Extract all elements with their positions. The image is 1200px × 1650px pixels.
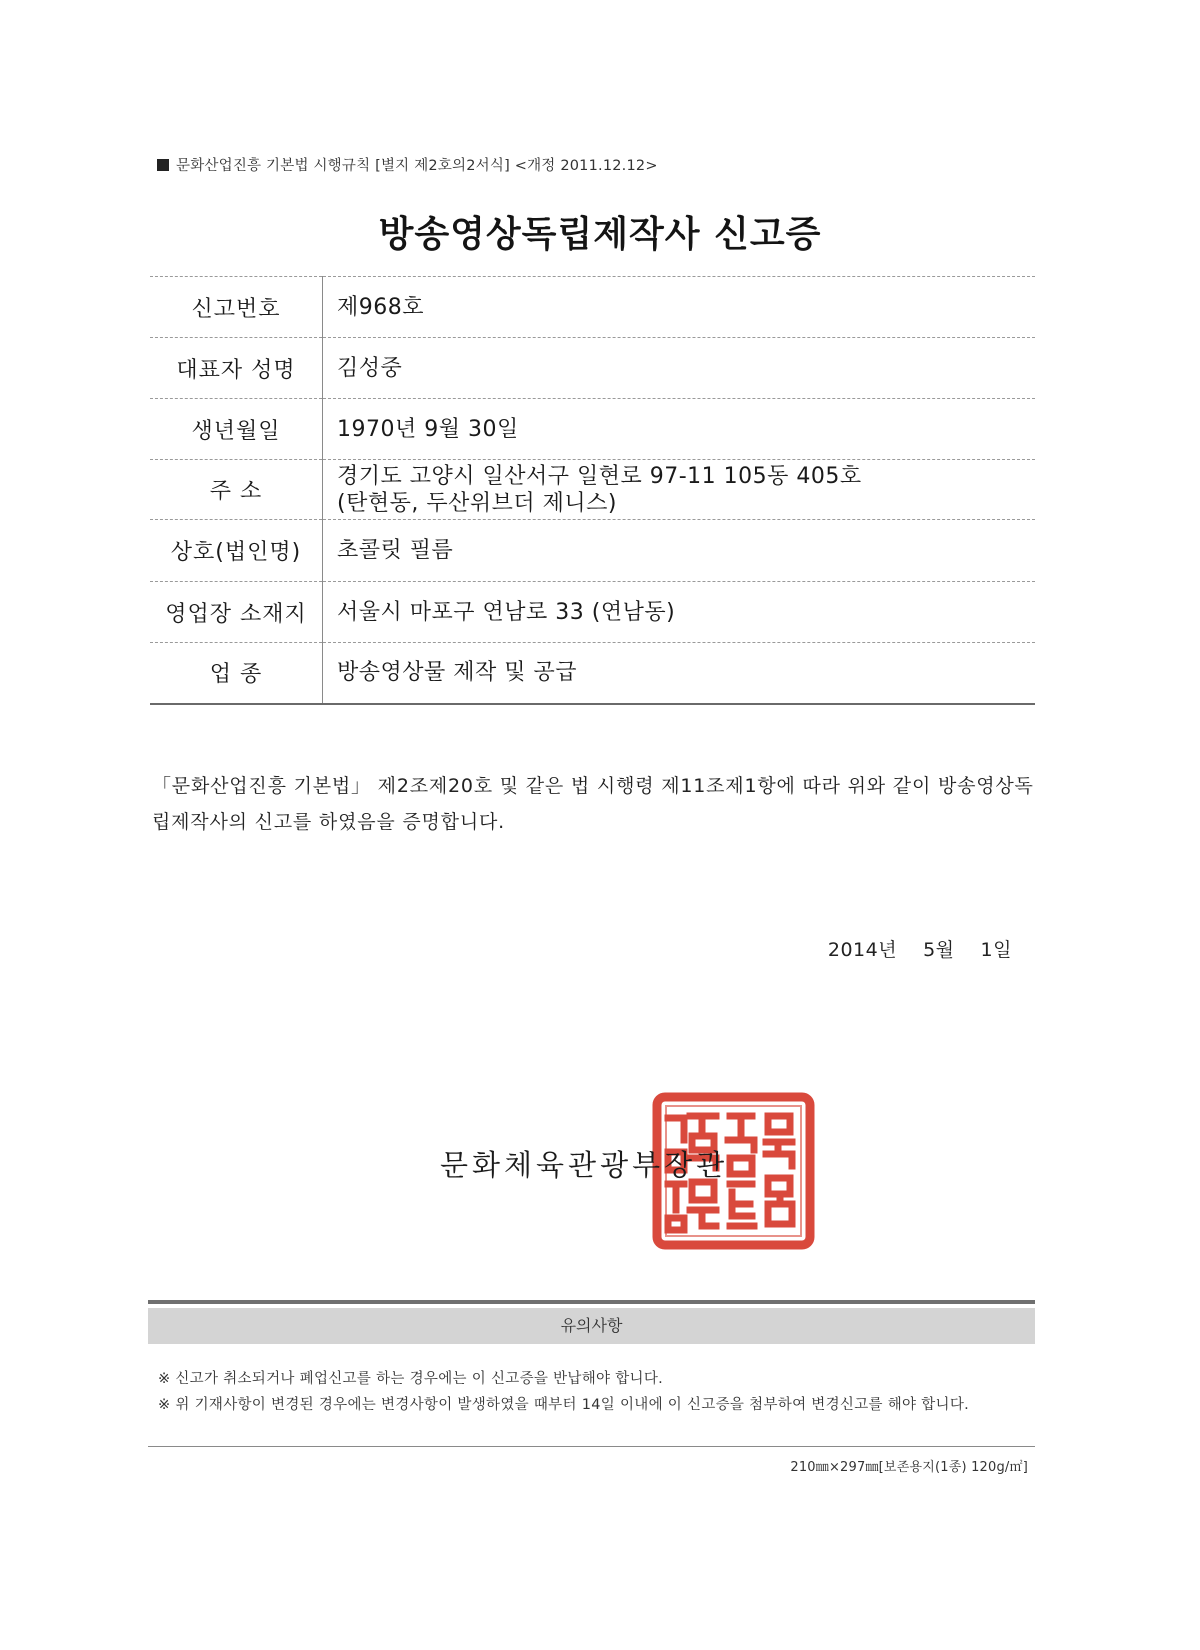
field-value-line: 서울시 마포구 연남로 33 (연남동)	[337, 599, 676, 625]
list-item: ※ 위 기재사항이 변경된 경우에는 변경사항이 발생하였을 때부터 14일 이내에 이 신고증을 첨부하여 변경신고를 해야 합니다.	[158, 1397, 970, 1413]
field-value	[323, 582, 1036, 643]
field-label: 대표자 성명	[150, 338, 323, 399]
field-value-line: 경기도 고양시 일산서구 일현로 97-11 105동 405호	[337, 463, 862, 489]
form-reference-text: 문화산업진흥 기본법 시행규칙 [별지 제2호의2서식] <개정 2011.12.12>	[176, 158, 658, 174]
field-value-line: 김성중	[337, 355, 403, 381]
field-label: 업 종	[150, 643, 323, 704]
table-row	[150, 338, 1035, 399]
square-bullet-icon	[157, 159, 169, 171]
form-reference	[157, 154, 658, 175]
field-value-line: 방송영상물 제작 및 공급	[337, 660, 578, 686]
notes-list	[158, 1366, 1028, 1418]
field-label: 주 소	[150, 460, 323, 520]
table-row	[150, 582, 1035, 643]
list-item: ※ 신고가 취소되거나 폐업신고를 하는 경우에는 이 신고증을 반납해야 합니다.	[158, 1371, 664, 1387]
field-label: 신고번호	[150, 277, 323, 338]
field-value	[323, 520, 1036, 582]
registration-table	[150, 276, 1035, 705]
field-value	[323, 399, 1036, 460]
table-row	[150, 643, 1035, 704]
notes-header: 유의사항	[148, 1308, 1035, 1344]
field-value	[323, 643, 1036, 704]
field-value-line: (탄현동, 두산위브더 제니스)	[337, 490, 617, 516]
field-label: 생년월일	[150, 399, 323, 460]
issue-date	[828, 935, 1012, 962]
issue-month: 5월	[923, 939, 955, 961]
field-value-line: 초콜릿 필름	[337, 538, 454, 563]
issue-year: 2014년	[827, 939, 898, 961]
field-value	[323, 338, 1036, 399]
issuer-name: 문화체육관광부장관	[440, 1148, 729, 1182]
field-value	[323, 277, 1036, 338]
table-row	[150, 520, 1035, 582]
paper-spec: 210㎜×297㎜[보존용지(1종) 120g/㎡]	[790, 1460, 1028, 1475]
document-title: 방송영상독립제작사 신고증	[378, 214, 822, 255]
field-label: 영업장 소재지	[150, 582, 323, 643]
field-value	[323, 460, 1036, 520]
table-row	[150, 460, 1035, 520]
notes-bottom-rule	[148, 1446, 1035, 1447]
table-row	[150, 399, 1035, 460]
table-row	[150, 277, 1035, 338]
issue-day: 1일	[980, 939, 1012, 961]
field-label: 상호(법인명)	[150, 520, 323, 582]
certification-statement: 「문화산업진흥 기본법」 제2조제20호 및 같은 법 시행령 제11조제1항에 따라 위와 같이 방송영상독립제작사의 신고를 하였음을 증명합니다.	[152, 775, 1034, 833]
notes-top-rule	[148, 1300, 1035, 1304]
field-value-line: 제968호	[337, 294, 424, 320]
field-value-line: 1970년 9월 30일	[337, 416, 519, 442]
